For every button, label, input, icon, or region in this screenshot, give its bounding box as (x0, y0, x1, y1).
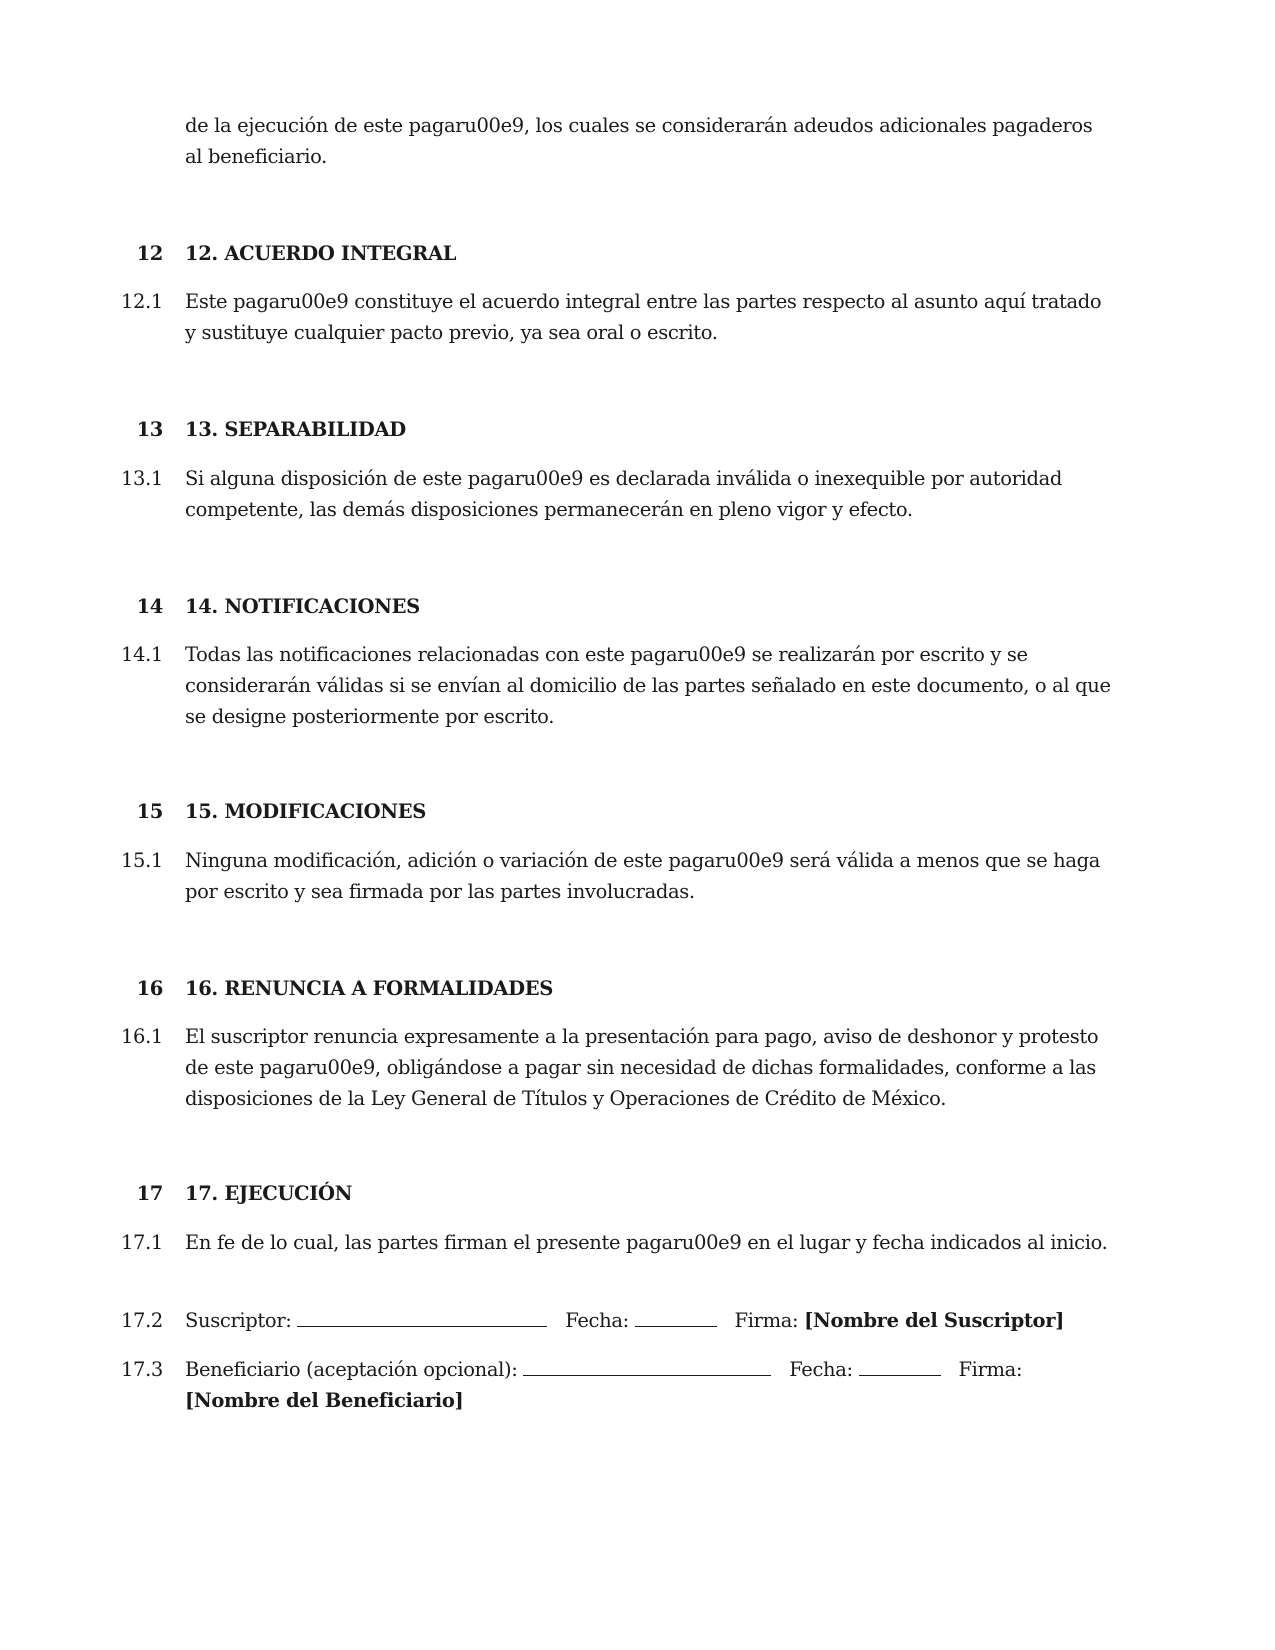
section-heading-15 (0, 796, 1275, 827)
section-heading-13 (0, 414, 1275, 445)
section-heading-12 (0, 238, 1275, 269)
section-title: 17. EJECUCIÓN (185, 1182, 353, 1205)
clause-text: Este pagaru00e9 constituye el acuerdo integral entre las partes respecto al asunto aquí tratado y sustituye cualquier pacto previo, ya sea oral o escrito. (185, 290, 1102, 344)
section-number: 16 (136, 977, 163, 1000)
clause-number: 13.1 (120, 467, 163, 490)
fecha-label: Fecha: (789, 1358, 853, 1381)
section-title: 15. MODIFICACIONES (185, 800, 427, 823)
clause-13-1 (0, 463, 1275, 525)
clause-text: Si alguna disposición de este pagaru00e9 es declarada inválida o inexequible por autoridad competente, las demás disposiciones permanecerán en pleno vigor y efecto. (185, 467, 1063, 521)
clause-number: 17.1 (120, 1231, 163, 1254)
clause-12-1 (0, 286, 1275, 348)
section-number: 15 (136, 800, 163, 823)
beneficiario-name-blank[interactable] (523, 1357, 771, 1376)
signature-line (185, 1305, 1115, 1336)
clause-text: de la ejecución de este pagaru00e9, los cuales se considerarán adeudos adicionales pagaderos al beneficiario. (185, 114, 1093, 168)
clause-number: 17.2 (120, 1309, 163, 1332)
clause-15-1 (0, 845, 1275, 907)
section-heading-17 (0, 1178, 1275, 1209)
signature-beneficiario (0, 1354, 1275, 1416)
section-heading-16 (0, 973, 1275, 1004)
section-number: 14 (136, 595, 163, 618)
beneficiario-label: Beneficiario (aceptación opcional): (185, 1358, 518, 1381)
signature-line (185, 1354, 1115, 1416)
suscriptor-label: Suscriptor: (185, 1309, 292, 1332)
fecha-blank[interactable] (859, 1357, 941, 1376)
section-heading-14 (0, 591, 1275, 622)
section-title: 13. SEPARABILIDAD (185, 418, 406, 441)
section-title: 14. NOTIFICACIONES (185, 595, 420, 618)
clause-text: En fe de lo cual, las partes firman el presente pagaru00e9 en el lugar y fecha indicados al inicio. (185, 1231, 1108, 1254)
section-number: 13 (136, 418, 163, 441)
suscriptor-name: [Nombre del Suscriptor] (804, 1309, 1065, 1332)
clause-17-1 (0, 1227, 1275, 1258)
suscriptor-name-blank[interactable] (297, 1308, 547, 1327)
firma-label: Firma: (734, 1309, 799, 1332)
clause-14-1 (0, 639, 1275, 732)
firma-label: Firma: (958, 1358, 1023, 1381)
section-title: 12. ACUERDO INTEGRAL (185, 242, 457, 265)
section-number: 17 (136, 1182, 163, 1205)
fecha-label: Fecha: (565, 1309, 629, 1332)
signature-suscriptor (0, 1305, 1275, 1336)
section-title: 16. RENUNCIA A FORMALIDADES (185, 977, 553, 1000)
clause-number: 16.1 (120, 1025, 163, 1048)
clause-number: 12.1 (120, 290, 163, 313)
continuation-paragraph (0, 110, 1275, 172)
beneficiario-name: [Nombre del Beneficiario] (185, 1389, 464, 1412)
clause-text: Todas las notificaciones relacionadas con este pagaru00e9 se realizarán por escrito y se considerarán válidas si se envían al domicilio de las partes señalado en este documento, o al que se designe posteriormente por escrito. (185, 643, 1111, 728)
clause-text: El suscriptor renuncia expresamente a la presentación para pago, aviso de deshonor y protesto de este pagaru00e9, obligándose a pagar sin necesidad de dichas formalidades, conforme a las disposiciones de la Ley General de Títulos y Operaciones de Crédito de México. (185, 1025, 1099, 1110)
clause-number: 15.1 (120, 849, 163, 872)
section-number: 12 (136, 242, 163, 265)
clause-text: Ninguna modificación, adición o variación de este pagaru00e9 será válida a menos que se haga por escrito y sea firmada por las partes involucradas. (185, 849, 1100, 903)
clause-number: 14.1 (120, 643, 163, 666)
clause-16-1 (0, 1021, 1275, 1114)
clause-number: 17.3 (120, 1358, 163, 1381)
fecha-blank[interactable] (635, 1308, 717, 1327)
